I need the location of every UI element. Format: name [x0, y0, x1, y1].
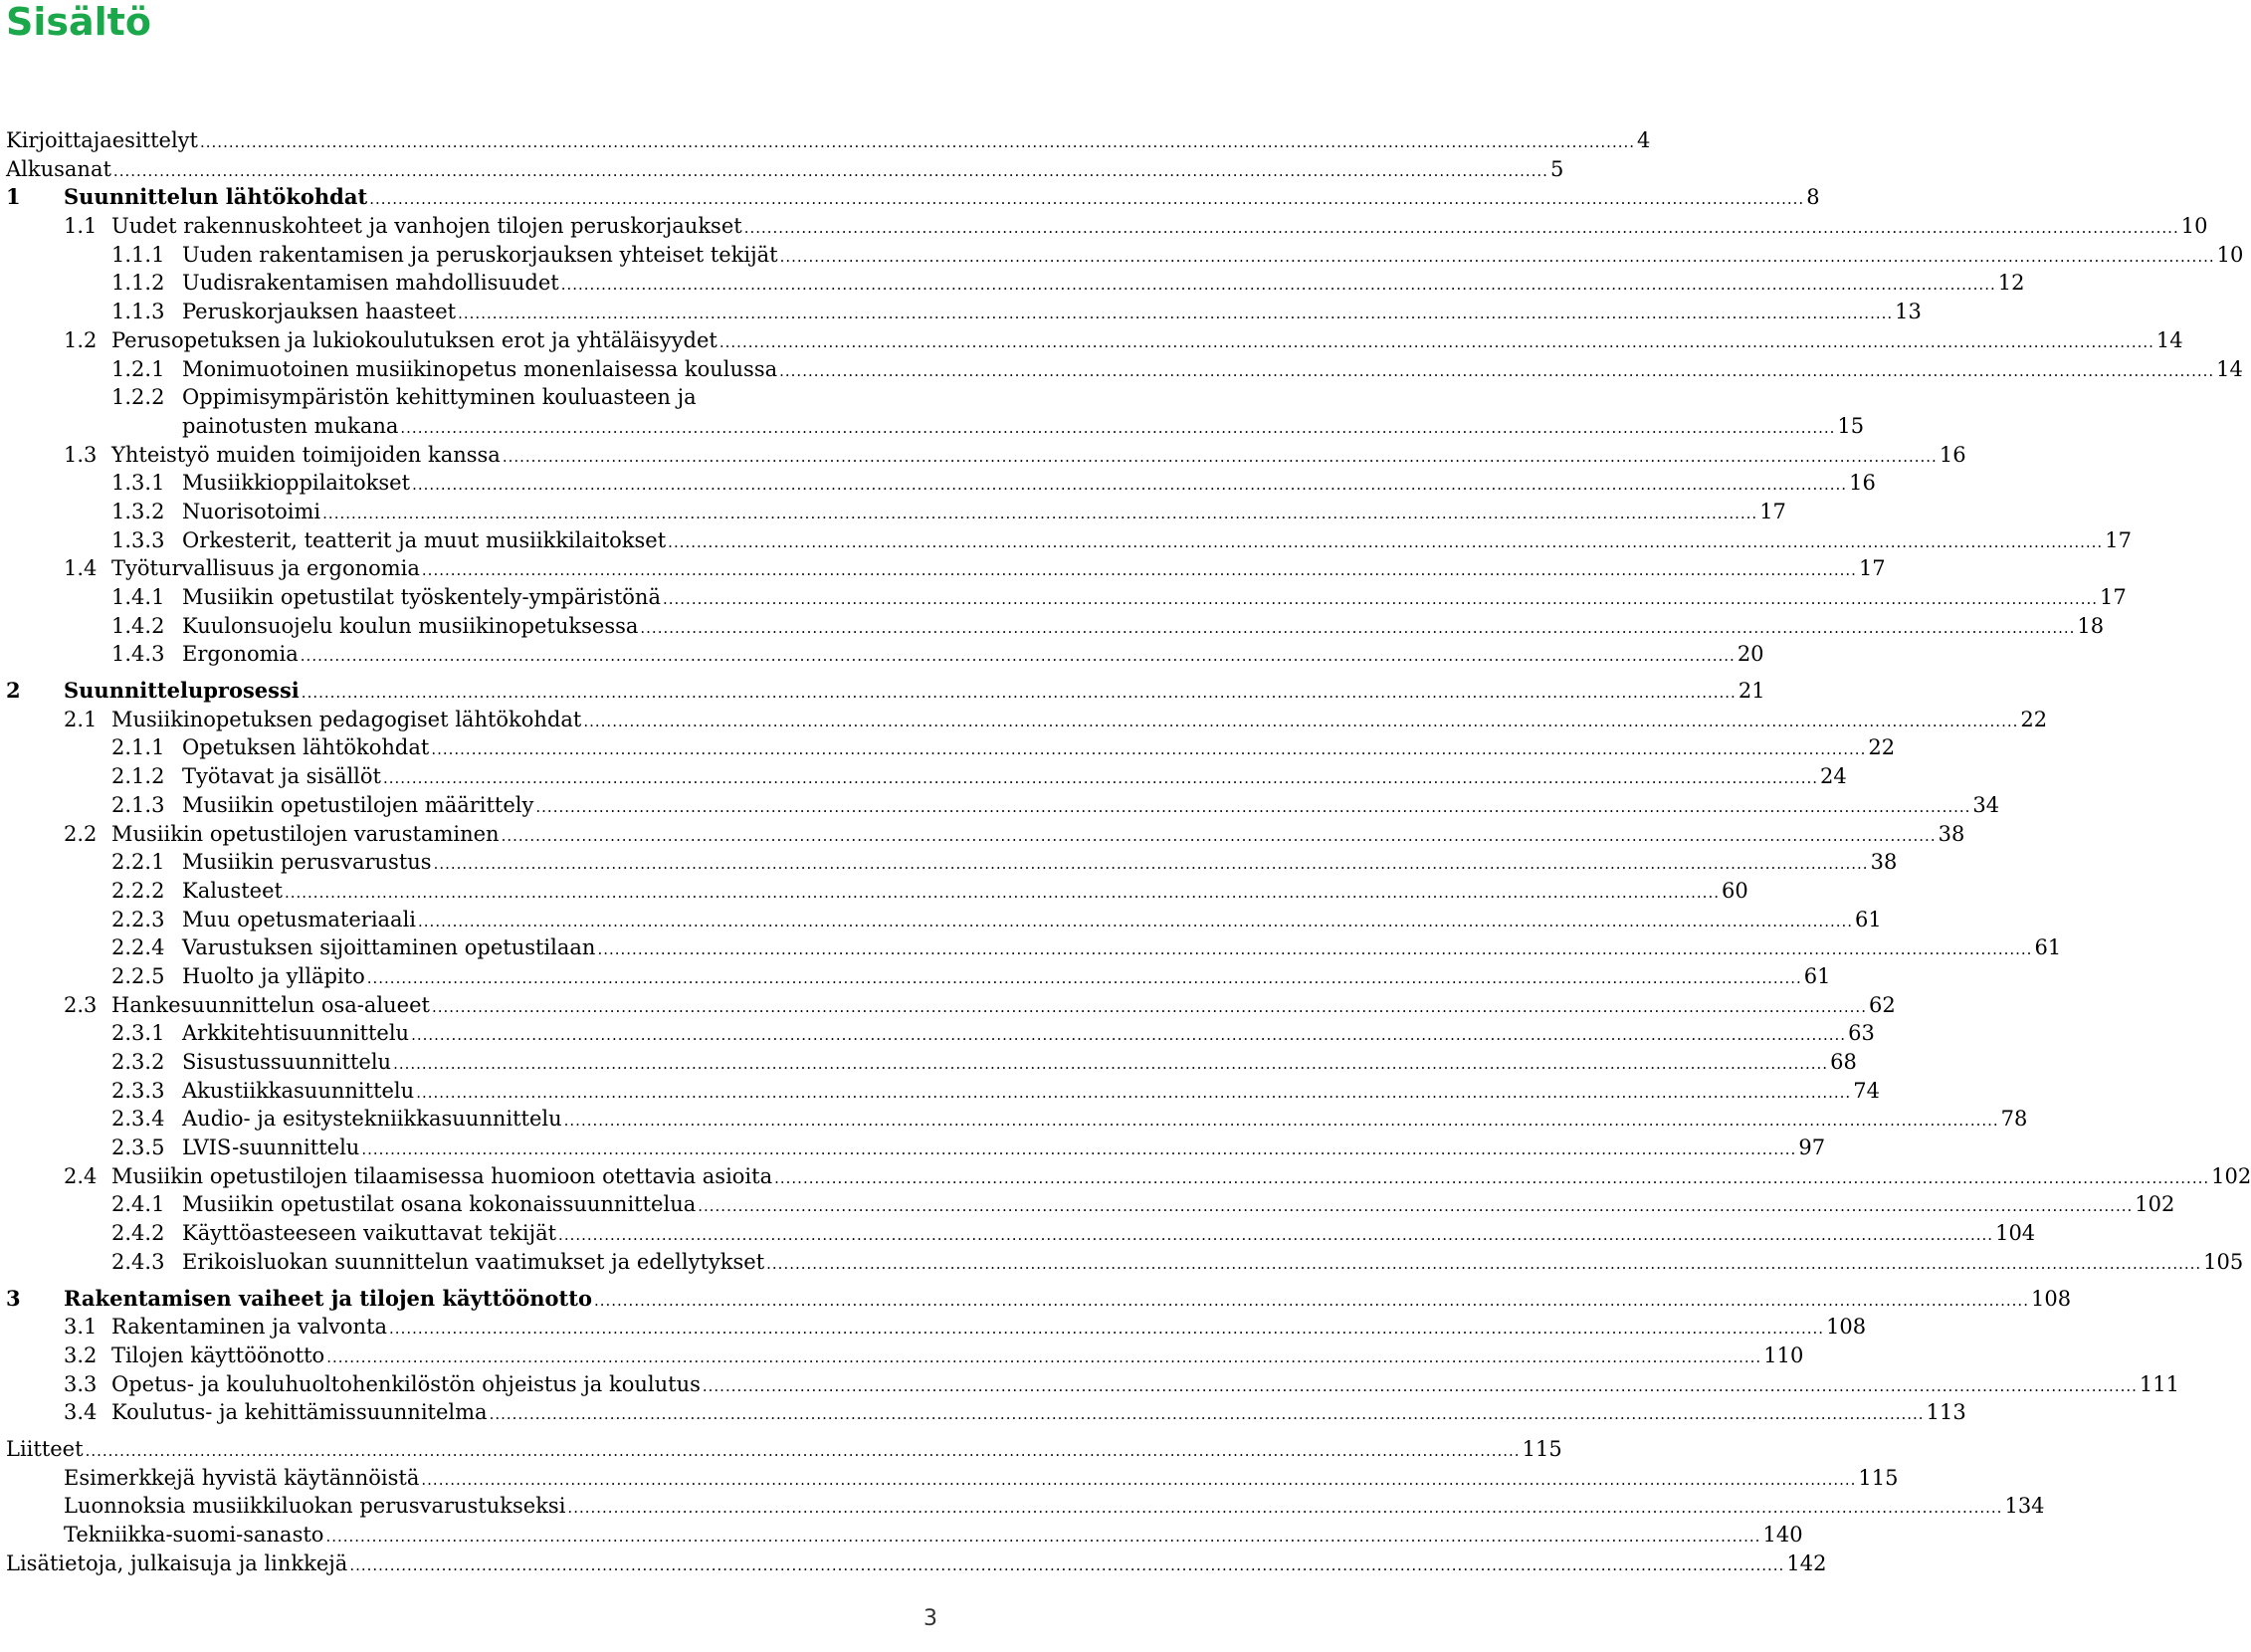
toc-entry-title: Oppimisympäristön kehittyminen kouluasteen ja: [182, 385, 697, 410]
toc-entry-number: 3.2: [64, 1342, 98, 1367]
toc-entry[interactable]: [6, 1248, 2244, 1277]
toc-entry-page: 13: [1895, 300, 1922, 324]
dot-leader: [458, 298, 1893, 326]
toc-entry-number: 1.3: [64, 442, 98, 467]
toc-entry[interactable]: [6, 1162, 2251, 1191]
toc-entry[interactable]: [6, 1464, 1899, 1493]
toc-entry-page: 104: [1995, 1221, 2036, 1246]
toc-entry-number: 2.4.2: [111, 1221, 165, 1246]
toc-entry-title: Arkkitehtisuunnittelu: [182, 1021, 410, 1046]
toc-entry[interactable]: [6, 383, 939, 412]
toc-entry-title: Lisätietoja, julkaisuja ja linkkejä: [6, 1550, 348, 1575]
toc-entry-title: Musiikin opetustilat työskentely-ympäristönä: [182, 585, 661, 609]
dot-leader: [490, 1398, 1925, 1427]
toc-entry-title: painotusten mukana: [182, 413, 399, 438]
toc-entry-title: Kalusteet: [182, 878, 283, 903]
toc-entry-page: 17: [1858, 556, 1886, 581]
dot-leader: [668, 526, 2103, 555]
toc-entry-number: 2.3.1: [111, 1021, 165, 1046]
dot-leader: [703, 1370, 2138, 1399]
dot-leader: [411, 1019, 1846, 1048]
toc-entry-title: Työturvallisuus ja ergonomia: [111, 556, 420, 581]
toc-entry-number: 1.2.2: [111, 385, 165, 410]
dot-leader: [200, 126, 1635, 155]
toc-entry[interactable]: [6, 877, 1748, 906]
toc-entry[interactable]: [6, 241, 2244, 270]
dot-leader: [369, 183, 1804, 212]
dot-leader: [698, 1190, 2133, 1219]
dot-leader: [583, 706, 2018, 734]
toc-entry-number: 2.4.1: [111, 1192, 165, 1217]
toc-entry[interactable]: [6, 991, 1896, 1020]
dot-leader: [361, 1134, 1796, 1162]
toc-entry[interactable]: [6, 469, 1876, 498]
toc-entry-title: Musiikkioppilaitokset: [182, 471, 411, 496]
toc-entry-number: 1.4: [64, 556, 98, 581]
toc-entry-number: 2.2.5: [111, 963, 165, 988]
toc-entry-title: Alkusanat: [6, 156, 111, 181]
dot-leader: [322, 498, 1757, 526]
toc-entry-page: 68: [1830, 1050, 1857, 1074]
toc-entry-number: 3.1: [64, 1315, 98, 1340]
toc-entry-page: 97: [1798, 1136, 1826, 1160]
toc-entry-title: Luonnoksia musiikkiluokan perusvarustukseksi: [64, 1494, 566, 1519]
dot-leader: [535, 791, 1970, 820]
toc-entry-title: Opetuksen lähtökohdat: [182, 735, 430, 760]
dot-leader: [412, 469, 1847, 498]
dot-leader: [86, 1435, 1521, 1464]
toc-entry-page: 78: [2000, 1107, 2028, 1132]
dot-leader: [301, 640, 1736, 669]
toc-entry[interactable]: [6, 212, 2208, 241]
toc-entry-page: 22: [1868, 735, 1896, 760]
dot-leader: [325, 1521, 1760, 1549]
toc-entry[interactable]: [6, 1077, 1880, 1106]
dot-leader: [774, 1162, 2209, 1191]
toc-entry-number: 3.3: [64, 1371, 98, 1396]
toc-entry-page: 38: [1938, 821, 1965, 846]
toc-entry-number: 1.3.2: [111, 499, 165, 523]
toc-entry-number: 1.4.2: [111, 613, 165, 638]
dot-leader: [594, 1285, 2029, 1314]
toc-entry-page: 17: [1759, 499, 1786, 523]
toc-entry-page: 115: [1858, 1465, 1899, 1490]
toc-entry-page: 60: [1722, 878, 1748, 903]
toc-entry-number: 2.3.5: [111, 1136, 165, 1160]
toc-entry-number: 2.4: [64, 1163, 98, 1188]
toc-entry-number: 1.2.1: [111, 356, 165, 381]
toc-entry-title: Uudisrakentamisen mahdollisuudet: [182, 271, 559, 296]
toc-entry[interactable]: [6, 1521, 1803, 1549]
dot-leader: [719, 326, 2154, 355]
toc-entry-page: 102: [2135, 1192, 2175, 1217]
toc-entry-title: Orkesterit, teatterit ja muut musiikkilaitokset: [182, 527, 667, 552]
dot-leader: [285, 877, 1720, 906]
toc-entry-page: 62: [1868, 992, 1896, 1017]
toc-entry[interactable]: [6, 1019, 1875, 1048]
dot-leader: [766, 1248, 2201, 1277]
dot-leader: [400, 412, 1835, 441]
toc-entry-title: Hankesuunnittelun osa-alueet: [111, 992, 430, 1017]
toc-entry[interactable]: [6, 1048, 1857, 1077]
dot-leader: [326, 1342, 1761, 1370]
toc-entry-number: 2.2.3: [111, 907, 165, 931]
dot-leader: [367, 962, 1802, 991]
toc-entry[interactable]: [6, 355, 2243, 384]
toc-entry-page: 108: [2030, 1286, 2072, 1311]
toc-entry-title: Tekniikka-suomi-sanasto: [64, 1523, 324, 1547]
toc-entry-title: Ergonomia: [182, 642, 299, 667]
dot-leader: [418, 906, 1853, 934]
toc-entry-page: 74: [1853, 1078, 1880, 1103]
toc-entry-page: 4: [1637, 128, 1651, 152]
toc-entry-number: 2.1.1: [111, 735, 165, 760]
dot-leader: [744, 212, 2179, 241]
dot-leader: [434, 848, 1869, 877]
dot-leader: [383, 762, 1818, 791]
toc-entry-page: 15: [1837, 413, 1865, 438]
toc-entry[interactable]: [6, 791, 2000, 820]
toc-entry-number: 3.4: [64, 1400, 98, 1425]
toc-entry-number: 1.1.3: [111, 300, 165, 324]
dot-leader: [663, 583, 2098, 612]
toc-entry-title: Rakentamisen vaiheet ja tilojen käyttöönotto: [64, 1285, 592, 1311]
toc-entry[interactable]: [6, 706, 2048, 734]
toc-entry-title: Työtavat ja sisällöt: [182, 764, 381, 789]
toc-entry-page: 102: [2211, 1163, 2251, 1188]
toc-entry-title: Nuorisotoimi: [182, 499, 321, 523]
toc-entry-title: Akustiikkasuunnittelu: [182, 1078, 415, 1103]
dot-leader: [389, 1313, 1824, 1342]
toc-entry[interactable]: [6, 1370, 2179, 1399]
toc-entry[interactable]: [6, 1313, 1867, 1342]
toc-entry-title: Musiikin opetustilat osana kokonaissuunnittelua: [182, 1192, 697, 1217]
toc-entry-page: 5: [1549, 156, 1564, 181]
dot-leader: [113, 155, 1548, 184]
toc-entry-page: 111: [2139, 1371, 2179, 1396]
toc-entry-page: 21: [1738, 679, 1765, 704]
dot-leader: [779, 355, 2214, 384]
toc-entry-number: 2.4.3: [111, 1249, 165, 1274]
page-number: 3: [923, 1606, 937, 1631]
toc-entry[interactable]: [6, 1435, 1562, 1464]
toc-entry-title: Uuden rakentamisen ja peruskorjauksen yhteiset tekijät: [182, 242, 778, 267]
toc-entry[interactable]: [6, 298, 1922, 326]
toc-entry-title: Opetus- ja kouluhuoltohenkilöstön ohjeistus ja koulutus: [111, 1371, 701, 1396]
toc-entry[interactable]: [6, 1492, 2045, 1521]
toc-entry-page: 108: [1826, 1315, 1867, 1340]
toc-entry[interactable]: [6, 126, 1651, 155]
page-title: Sisältö: [6, 0, 151, 44]
toc-entry-title: Esimerkkejä hyvistä käytännöistä: [64, 1465, 420, 1490]
dot-leader: [558, 1219, 1993, 1248]
toc-entry-number: 1.1: [64, 214, 98, 239]
toc-entry-number: 1.3.1: [111, 471, 165, 496]
toc-entry-page: 18: [2077, 613, 2105, 638]
toc-entry-title: Uudet rakennuskohteet ja vanhojen tilojen peruskorjaukset: [111, 214, 742, 239]
toc-entry[interactable]: [6, 1549, 1827, 1578]
toc-entry[interactable]: [6, 1105, 2028, 1134]
toc-entry-number: 2.3.2: [111, 1050, 165, 1074]
dot-leader: [597, 933, 2032, 962]
toc-entry-page: 61: [1803, 963, 1831, 988]
toc-entry-page: 38: [1870, 850, 1898, 875]
toc-entry[interactable]: [6, 183, 1820, 212]
table-of-contents: [6, 126, 2251, 1577]
toc-entry-title: Rakentaminen ja valvonta: [111, 1315, 388, 1340]
toc-entry-page: 14: [2216, 356, 2243, 381]
toc-entry-page: 20: [1737, 642, 1764, 667]
dot-leader: [416, 1077, 1851, 1106]
toc-entry-title: Käyttöasteeseen vaikuttavat tekijät: [182, 1221, 557, 1246]
toc-entry[interactable]: [6, 612, 2105, 641]
toc-entry-title: Musiikin perusvarustus: [182, 850, 432, 875]
toc-entry-page: 142: [1786, 1550, 1827, 1575]
dot-leader: [780, 241, 2215, 270]
toc-entry[interactable]: [6, 326, 2183, 355]
toc-entry[interactable]: [6, 906, 1882, 934]
toc-entry-title: Kirjoittajaesittelyt: [6, 128, 198, 152]
toc-entry-number: 1.1.2: [111, 271, 165, 296]
toc-entry-page: 14: [2155, 327, 2183, 352]
toc-entry-title: Yhteistyö muiden toimijoiden kanssa: [111, 442, 501, 467]
toc-entry[interactable]: [6, 848, 1898, 877]
toc-entry-page: 10: [2216, 242, 2244, 267]
toc-entry[interactable]: [6, 677, 1765, 706]
dot-leader: [422, 554, 1857, 583]
toc-entry-title: Huolto ja ylläpito: [182, 963, 365, 988]
toc-entry[interactable]: [6, 1134, 1826, 1162]
toc-entry-page: 105: [2203, 1249, 2244, 1274]
toc-entry-title: Perusopetuksen ja lukiokoulutuksen erot ja yhtäläisyydet: [111, 327, 717, 352]
toc-entry-number: 2.1.2: [111, 764, 165, 789]
toc-entry-number: 2.2.1: [111, 850, 165, 875]
dot-leader: [564, 1105, 1999, 1134]
toc-entry-title: Musiikin opetustilojen määrittely: [182, 792, 534, 817]
toc-entry-title: Kuulonsuojelu koulun musiikinopetuksessa: [182, 613, 639, 638]
dot-leader: [432, 991, 1867, 1020]
toc-entry-page: 140: [1762, 1523, 1803, 1547]
dot-leader: [393, 1048, 1828, 1077]
toc-entry-page: 113: [1926, 1400, 1966, 1425]
toc-entry-page: 34: [1972, 792, 2000, 817]
toc-entry[interactable]: [6, 554, 1886, 583]
dot-leader: [561, 269, 1996, 298]
toc-entry-title: Tilojen käyttöönotto: [111, 1342, 325, 1367]
toc-entry-title: Suunnitteluprosessi: [64, 678, 300, 704]
toc-entry-title: Musiikinopetuksen pedagogiset lähtökohdat: [111, 707, 582, 731]
toc-entry-number: 1.2: [64, 327, 98, 352]
toc-entry-page: 16: [1939, 442, 1966, 467]
toc-entry-number: 2.3.3: [111, 1078, 165, 1103]
toc-entry-page: 17: [2100, 585, 2127, 609]
toc-entry-number: 2.2.2: [111, 878, 165, 903]
toc-entry[interactable]: [6, 1285, 2072, 1314]
toc-entry-page: 63: [1848, 1021, 1875, 1046]
toc-entry-title: Musiikin opetustilojen varustaminen: [111, 821, 500, 846]
toc-entry[interactable]: [6, 498, 1786, 526]
toc-entry[interactable]: [6, 155, 1564, 184]
toc-entry[interactable]: [6, 640, 1764, 669]
toc-entry-title: Musiikin opetustilojen tilaamisessa huomioon otettavia asioita: [111, 1163, 773, 1188]
toc-entry-page: 10: [2180, 214, 2208, 239]
toc-entry[interactable]: [6, 1342, 1804, 1370]
toc-entry-title: Liitteet: [6, 1436, 84, 1461]
toc-entry-title: Muu opetusmateriaali: [182, 907, 417, 931]
toc-entry-page: 61: [2034, 935, 2062, 960]
toc-entry[interactable]: [6, 269, 2025, 298]
toc-entry-number: 1.4.3: [111, 642, 165, 667]
toc-entry-title: Varustuksen sijoittaminen opetustilaan: [182, 935, 596, 960]
toc-entry-page: 115: [1522, 1436, 1562, 1461]
toc-entry[interactable]: [6, 933, 2062, 962]
toc-entry-page: 12: [1997, 271, 2025, 296]
toc-entry[interactable]: [6, 1219, 2036, 1248]
toc-entry[interactable]: [6, 762, 1847, 791]
dot-leader: [567, 1492, 2002, 1521]
toc-entry[interactable]: [6, 820, 1965, 849]
toc-entry[interactable]: [6, 1190, 2175, 1219]
toc-entry-number: 2.1.3: [111, 792, 165, 817]
toc-entry[interactable]: [6, 583, 2127, 612]
toc-entry-number: 2.1: [64, 707, 98, 731]
toc-entry-title: Erikoisluokan suunnittelun vaatimukset ja edellytykset: [182, 1249, 765, 1274]
toc-entry[interactable]: [6, 733, 1896, 762]
dot-leader: [349, 1549, 1784, 1578]
toc-entry-page: 24: [1820, 764, 1847, 789]
toc-entry[interactable]: [6, 412, 1865, 441]
toc-entry-number: 1.3.3: [111, 527, 165, 552]
dot-leader: [640, 612, 2075, 641]
toc-entry[interactable]: [6, 441, 1966, 470]
toc-entry-title: Koulutus- ja kehittämissuunnitelma: [111, 1400, 488, 1425]
toc-entry-title: Audio- ja esitystekniikkasuunnittelu: [182, 1107, 562, 1132]
toc-entry-title: Sisustussuunnittelu: [182, 1050, 392, 1074]
toc-entry-number: 1: [6, 184, 21, 210]
dot-leader: [502, 820, 1937, 849]
dot-leader: [421, 1464, 1856, 1493]
dot-leader: [302, 677, 1737, 706]
toc-entry-page: 110: [1763, 1342, 1804, 1367]
toc-entry-number: 2: [6, 678, 21, 704]
toc-entry-number: 2.2.4: [111, 935, 165, 960]
toc-entry-page: 8: [1806, 185, 1820, 210]
dot-leader: [503, 441, 1938, 470]
toc-entry-number: 1.1.1: [111, 242, 165, 267]
toc-entry-page: 17: [2105, 527, 2132, 552]
toc-entry-number: 2.3: [64, 992, 98, 1017]
toc-entry[interactable]: [6, 526, 2132, 555]
toc-entry[interactable]: [6, 962, 1831, 991]
toc-entry-title: LVIS-suunnittelu: [182, 1136, 360, 1160]
toc-entry-page: 61: [1855, 907, 1882, 931]
toc-entry-title: Suunnittelun lähtökohdat: [64, 184, 368, 210]
toc-entry-page: 16: [1849, 471, 1876, 496]
toc-entry-title: Peruskorjauksen haasteet: [182, 300, 457, 324]
toc-entry-number: 2.3.4: [111, 1107, 165, 1132]
toc-entry[interactable]: [6, 1398, 1966, 1427]
toc-entry-number: 2.2: [64, 821, 98, 846]
toc-entry-title: Monimuotoinen musiikinopetus monenlaisessa koulussa: [182, 356, 778, 381]
toc-entry-number: 3: [6, 1285, 21, 1311]
toc-entry-page: 134: [2004, 1494, 2045, 1519]
toc-entry-number: 1.4.1: [111, 585, 165, 609]
toc-entry-page: 22: [2020, 707, 2048, 731]
dot-leader: [431, 733, 1866, 762]
